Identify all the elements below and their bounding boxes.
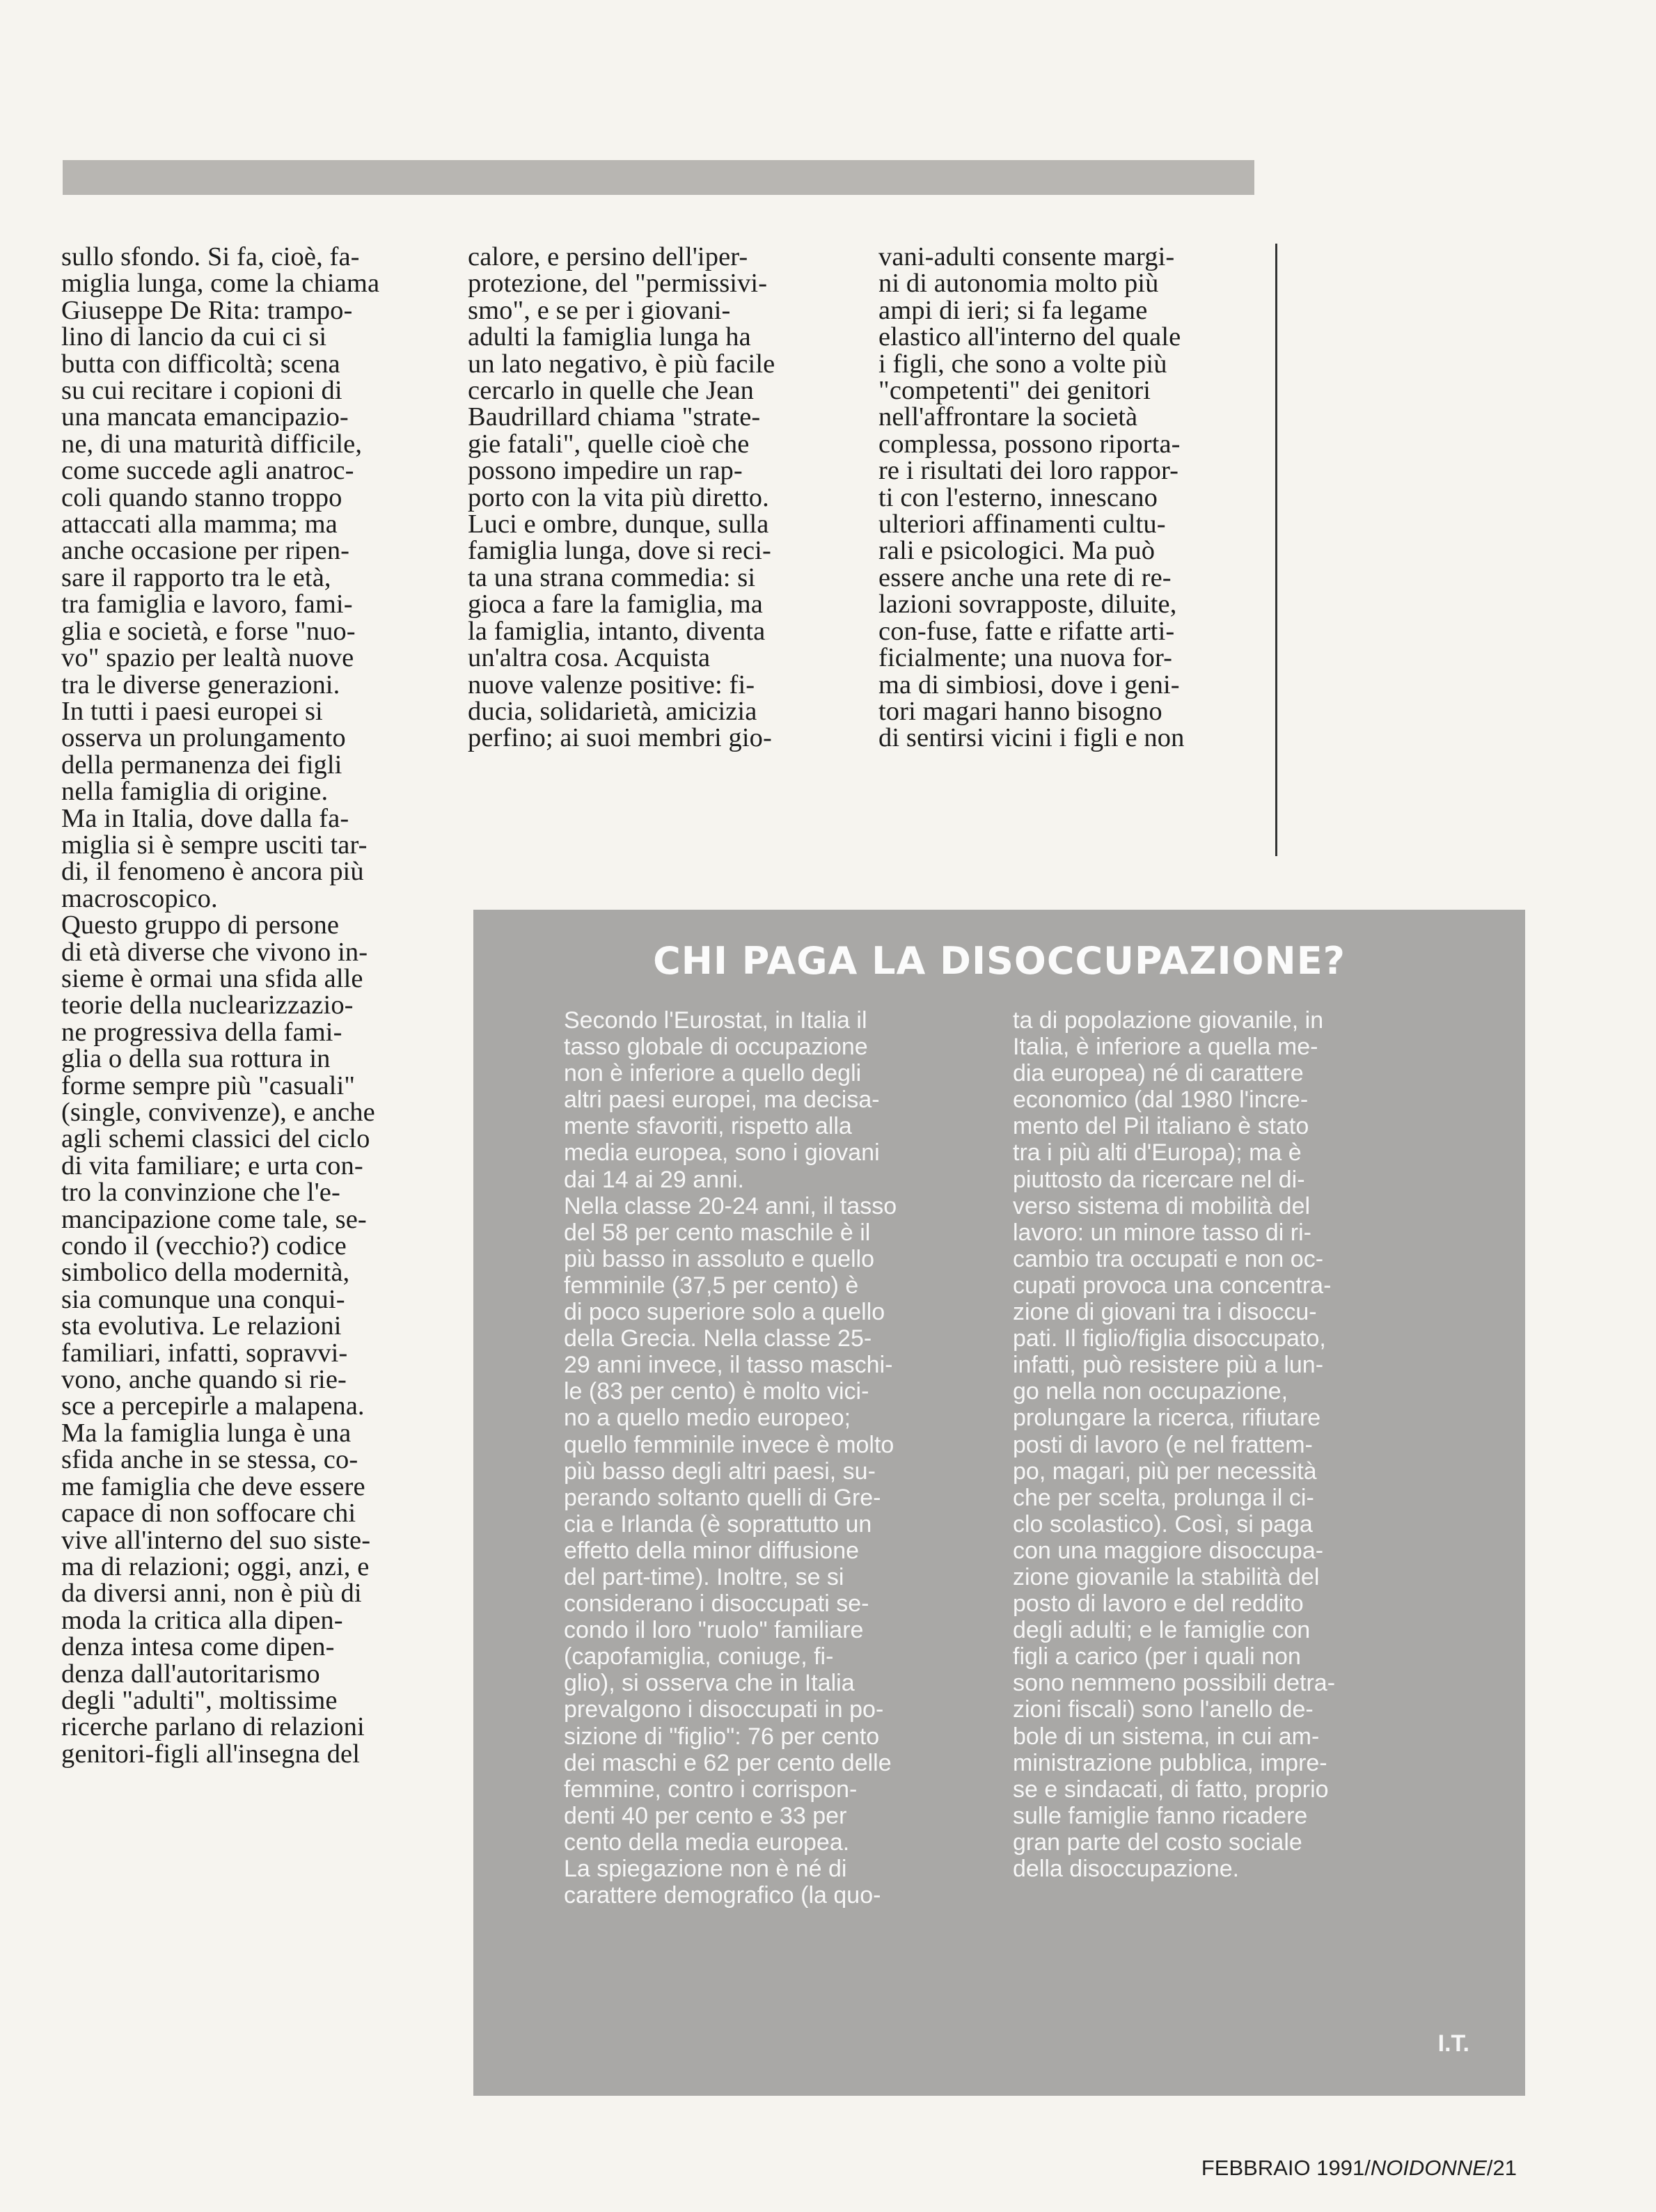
box-column-1: Secondo l'Eurostat, in Italia il tasso globale di occupazione non è inferiore a quello degli altri paesi europei, ma decisa- mente sfavoriti, rispetto alla media europea, sono i giovani dai 14 ai 29 anni. Nella classe 20-24 anni, il tasso del 58 per cento maschile è il più basso in assoluto e quello femminile (37,5 per cento) è di poco superiore solo a quello della Grecia. Nella classe 25- 29 anni invece, il tasso maschi- le (83 per cento) è molto vici- no a quello medio europeo; quello femminile invece è molto più basso degli altri paesi, su- perando soltanto quelli di Gre- cia e Irlanda (è soprattutto un effetto della minor diffusione del part-time). Inoltre, se si considerano i disoccupati se- condo il loro "ruolo" familiare (capofamiglia, coniuge, fi- glio), si osserva che in Italia prevalgono i disoccupati in po- sizione di "figlio": 76 per cento dei maschi e 62 per cento delle femmine, contro i corrispon- denti 40 per cento e 33 per cento della media europea. La spiegazione non è né di carattere demografico (la quo-	[564, 1007, 897, 1909]
box-column-2: ta di popolazione giovanile, in Italia, è inferiore a quella me- dia europea) né di carattere economico (dal 1980 l'incre- mento del Pil italiano è stato tra i più alti d'Europa); ma è piuttosto da ricercare nel di- verso sistema di mobilità del lavoro: un minore tasso di ri- cambio tra occupati e non oc- cupati provoca una concentra- zione di giovani tra i disoccu- pati. Il figlio/figlia disoccupato, infatti, può resistere più a lun- go nella non occupazione, prolungare la ricerca, rifiutare posti di lavoro (e nel frattem- po, magari, più per necessità che per scelta, prolunga il ci- clo scolastico). Così, si paga con una maggiore disoccupa- zione giovanile la stabilità del posto di lavoro e del reddito degli adulti; e le famiglie con figli a carico (per i quali non sono nemmeno possibili detra- zioni fiscali) sono l'anello de- bole di un sistema, in cui am- ministrazione pubblica, impre- se e sindacati, di fatto, proprio sulle famiglie fanno ricadere gran parte del costo sociale della disoccupazione.	[1013, 1007, 1336, 1882]
footer-magazine: NOIDONNE	[1370, 2156, 1487, 2180]
footer-page-number: /21	[1486, 2156, 1517, 2180]
page-footer	[1201, 2156, 1517, 2181]
header-gray-band	[63, 160, 1254, 195]
article-column-2: calore, e persino dell'iper- protezione, del "permissivi- smo", e se per i giovani- adulti la famiglia lunga ha un lato negativo, è più facile cercarlo in quelle che Jean Baudrillard chiama "strate- gie fatali", quelle cioè che possono impedire un rap- porto con la vita più diretto. Luci e ombre, dunque, sulla famiglia lunga, dove si reci- ta una strana commedia: si gioca a fare la famiglia, ma la famiglia, intanto, diventa un'altra cosa. Acquista nuove valenze positive: fi- ducia, solidarietà, amicizia perfino; ai suoi membri gio-	[468, 242, 775, 753]
sidebar-box	[473, 910, 1525, 2096]
column-divider-rule	[1275, 244, 1277, 856]
article-column-3: vani-adulti consente margi- ni di autonomia molto più ampi di ieri; si fa legame elastico all'interno del quale i figli, che sono a volte più "competenti" dei genitori nell'affrontare la società complessa, possono riporta- re i risultati dei loro rappor- ti con l'esterno, innescano ulteriori affinamenti cultu- rali e psicologici. Ma può essere anche una rete di re- lazioni sovrapposte, diluite, con-fuse, fatte e rifatte arti- ficialmente; una nuova for- ma di simbiosi, dove i geni- tori magari hanno bisogno di sentirsi vicini i figli e non	[878, 242, 1185, 753]
article-column-1: sullo sfondo. Si fa, cioè, fa- miglia lunga, come la chiama Giuseppe De Rita: trampo- lino di lancio da cui ci si butta con difficoltà; scena su cui recitare i copioni di una mancata emancipazio- ne, di una maturità difficile, come succede agli anatroc- coli quando stanno troppo attaccati alla mamma; ma anche occasione per ripen- sare il rapporto tra le età, tra famiglia e lavoro, fami- glia e società, e forse "nuo- vo" spazio per lealtà nuove tra le diverse generazioni. In tutti i paesi europei si osserva un prolungamento della permanenza dei figli nella famiglia di origine. Ma in Italia, dove dalla fa- miglia si è sempre usciti tar- di, il fenomeno è ancora più macroscopico. Questo gruppo di persone di età diverse che vivono in- sieme è ormai una sfida alle teorie della nuclearizzazio- ne progressiva della fami- glia o della sua rottura in forme sempre più "casuali" (single, convivenze), e anche agli schemi classici del ciclo di vita familiare; e urta con- tro la convinzione che l'e- mancipazione come tale, se- condo il (vecchio?) codice simbolico della modernità, sia comunque una conqui- sta evolutiva. Le relazioni familiari, infatti, sopravvi- vono, anche quando si rie- sce a percepirle a malapena. Ma la famiglia lunga è una sfida anche in se stessa, co- me famiglia che deve essere capace di non soffocare chi vive all'interno del suo siste- ma di relazioni; oggi, anzi, e da diversi anni, non è più di moda la critica alla dipen- denza intesa come dipen- denza dall'autoritarismo degli "adulti", moltissime ricerche parlano di relazioni genitori-figli all'insegna del	[61, 242, 380, 1769]
box-signature: I.T.	[1437, 2030, 1469, 2057]
box-title: CHI PAGA LA DISOCCUPAZIONE?	[653, 939, 1346, 983]
footer-date: FEBBRAIO 1991/	[1201, 2156, 1371, 2180]
